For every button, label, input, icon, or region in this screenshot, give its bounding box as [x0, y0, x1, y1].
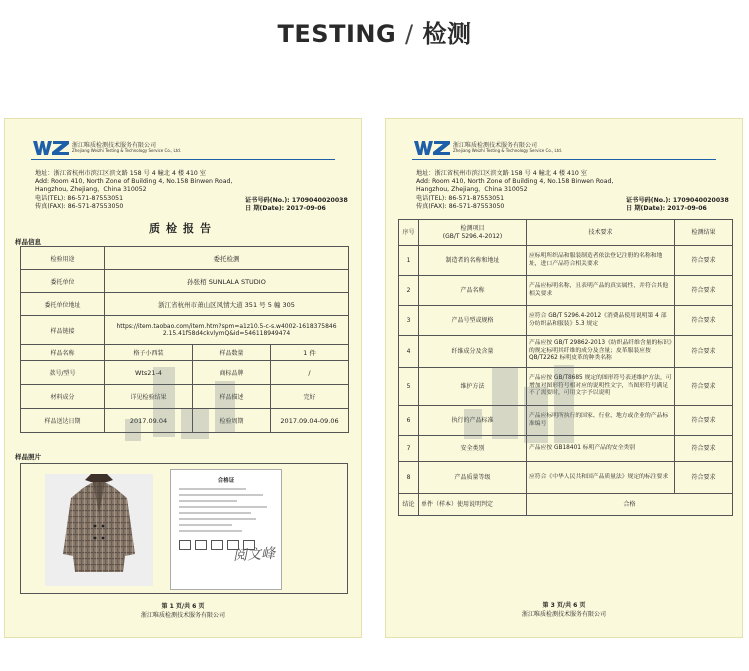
- logo-en-name: Zhejiang Weizhi Testing & Technology Service Co., Ltd.: [453, 148, 563, 154]
- header-item: [419, 220, 527, 246]
- client-label: 委托单位: [21, 270, 105, 293]
- link-value: [105, 316, 349, 345]
- row-result: 符合要求: [675, 306, 733, 336]
- jacket-photo: [45, 474, 153, 586]
- conclusion-row: [399, 494, 733, 516]
- link-line-1: https://item.taobao.com/item.htm?spm=a1z10.5-c-s.w4002-1618375846: [116, 323, 337, 330]
- table-row: [21, 270, 349, 293]
- logo-cn-name: 浙江唯质检测技术服务有限公司: [453, 141, 538, 149]
- row-requirement: 应符合《中华人民共和国产品质量法》规定的标注要求: [527, 462, 675, 494]
- header-result: 检测结果: [675, 220, 733, 246]
- footer-company: 浙江唯质检测技术服务有限公司: [521, 611, 606, 618]
- name-value: 格子小西装: [105, 345, 193, 361]
- purpose-label: 检验用途: [21, 247, 105, 270]
- qty-value: 1 件: [271, 345, 349, 361]
- cert-block: [626, 197, 729, 213]
- logo-cn-name: 浙江唯质检测技术服务有限公司: [72, 141, 157, 149]
- row-no: 1: [399, 246, 419, 276]
- row-no: 5: [399, 368, 419, 406]
- link-label: 样品链接: [21, 316, 105, 345]
- plaid-jacket-image: [45, 474, 153, 586]
- desc-label: 样品描述: [193, 385, 271, 409]
- hang-tag-text: [179, 488, 275, 536]
- report-title: 质检报告: [149, 222, 217, 235]
- section-sample-info: 样品信息: [15, 238, 41, 246]
- row-requirement: 产品应标明名称，且表明产品的真实属性，并符合其他相关要求: [527, 276, 675, 306]
- company-address: [35, 170, 232, 211]
- model-value: Wts21-4: [105, 361, 193, 385]
- row-no: 3: [399, 306, 419, 336]
- company-logo: [414, 141, 562, 155]
- qty-label: 样品数量: [193, 345, 271, 361]
- client-address-label: 委托单位地址: [21, 293, 105, 316]
- address-line-2: Add: Room 410, North Zone of Building 4, No.158 Binwen Road,: [35, 178, 233, 186]
- hang-tag-certificate: [170, 469, 282, 590]
- row-item: 产品质量等级: [419, 462, 527, 494]
- header-no: 序号: [399, 220, 419, 246]
- row-item: 产品号型或规格: [419, 306, 527, 336]
- footer-page-number: 第 3 页/共 6 页: [542, 602, 586, 609]
- page-footer: [5, 602, 361, 620]
- report-page-3: [385, 118, 743, 638]
- bleach-icon: [195, 540, 207, 550]
- table-header: [399, 220, 733, 246]
- brand-label: 商标品牌: [193, 361, 271, 385]
- report-page-1: [4, 118, 362, 638]
- row-result: 符合要求: [675, 276, 733, 306]
- table-row: [21, 247, 349, 270]
- watermark-block: [492, 367, 518, 439]
- footer-page-number: 第 1 页/共 6 页: [161, 603, 205, 610]
- row-no: 6: [399, 406, 419, 436]
- heading-cn: 检测: [422, 20, 472, 48]
- table-row: [21, 293, 349, 316]
- company-address: [416, 170, 613, 211]
- watermark-block: [181, 409, 209, 439]
- test-period-value: 2017.09.04-09.06: [271, 409, 349, 433]
- conclusion-label: 结论: [399, 494, 419, 516]
- name-label: 样品名称: [21, 345, 105, 361]
- page-footer: [386, 601, 742, 619]
- page-heading: [0, 14, 749, 49]
- tel: 电话(TEL): 86-571-87553051: [35, 194, 124, 202]
- cert-number: 证书号码(No.): 1709040020038: [626, 197, 729, 204]
- row-item: 产品名称: [419, 276, 527, 306]
- address-line-3: Hangzhou, Zhejiang，China 310052: [35, 186, 147, 194]
- cert-block: [245, 197, 348, 213]
- heading-latin: TESTING: [277, 20, 397, 48]
- row-item: 维护方法: [419, 368, 527, 406]
- address-line-1: 地址：浙江省杭州市滨江区滨文路 158 号 4 幢北 4 楼 410 室: [35, 170, 206, 177]
- material-value: 详见检验结果: [105, 385, 193, 409]
- brand-value: /: [271, 361, 349, 385]
- cert-number: 证书号码(No.): 1709040020038: [245, 197, 348, 204]
- section-sample-photo: 样品照片: [15, 453, 41, 461]
- company-logo: [33, 141, 181, 155]
- signature: 阅文峰: [232, 545, 276, 565]
- client-value: 孙张栢 SUNLALA STUDIO: [105, 270, 349, 293]
- table-row: [399, 462, 733, 494]
- table-row: [21, 345, 349, 361]
- table-row: [399, 276, 733, 306]
- report-date: 日 期(Date): 2017-09-06: [245, 205, 326, 213]
- header-item-label: 检测项目: [460, 224, 485, 232]
- material-label: 材料成分: [21, 385, 105, 409]
- watermark-block: [464, 409, 482, 439]
- link-line-2: 2.15.41f58d4ckvlymQ&id=546118949474: [162, 330, 291, 337]
- row-requirement: 应标明所织品和服装制造者依法登记注册的名称和地址，进口产品符合相关要求: [527, 246, 675, 276]
- model-label: 款号/型号: [21, 361, 105, 385]
- row-no: 4: [399, 336, 419, 368]
- wz-logo-icon: [33, 141, 69, 155]
- header-requirement: 技术要求: [527, 220, 675, 246]
- row-result: 符合要求: [675, 246, 733, 276]
- watermark-block: [524, 387, 548, 443]
- row-result: 符合要求: [675, 336, 733, 368]
- row-no: 7: [399, 436, 419, 462]
- table-row: [399, 306, 733, 336]
- purpose-value: 委托检测: [105, 247, 349, 270]
- row-no: 2: [399, 276, 419, 306]
- table-row: [399, 336, 733, 368]
- conclusion-result: 合格: [527, 494, 733, 516]
- header-rule: [412, 159, 716, 160]
- row-item: 安全类别: [419, 436, 527, 462]
- row-item: 执行的产品标准: [419, 406, 527, 436]
- heading-slash: /: [405, 20, 414, 48]
- address-line-1: 地址：浙江省杭州市滨江区滨文路 158 号 4 幢北 4 楼 410 室: [416, 170, 587, 177]
- sent-date-label: 样品送达日期: [21, 409, 105, 433]
- table-row: [21, 361, 349, 385]
- watermark-block: [125, 419, 141, 441]
- row-requirement: 应符合 GB/T 5296.4-2012《消费品使用说明第 4 部分纺织品和服装》5.3 规定: [527, 306, 675, 336]
- test-period-label: 检验周期: [193, 409, 271, 433]
- row-requirement: 产品应按 GB/T 29862-2013《纺织品纤维含量的标识》的规定标明其纤维的成分及含量；皮革服装应按 QB/T2262 标明皮革的种类名称: [527, 336, 675, 368]
- logo-en-name: Zhejiang Weizhi Testing & Technology Service Co., Ltd.: [72, 148, 182, 154]
- wash-icon: [179, 540, 191, 550]
- row-requirement: 产品应按 GB18401 标明产品的安全类别: [527, 436, 675, 462]
- watermark-block: [215, 381, 235, 433]
- row-no: 8: [399, 462, 419, 494]
- hang-tag-title: 合格证: [217, 478, 235, 484]
- header-rule: [31, 159, 335, 160]
- table-row: [399, 246, 733, 276]
- header-item-standard: (GB/T 5296.4-2012): [442, 232, 503, 240]
- row-requirement: 产品应标明所执行的国家、行业、地方或企业的产品标准编号: [527, 406, 675, 436]
- table-row: [21, 316, 349, 345]
- row-result: 符合要求: [675, 406, 733, 436]
- row-item: 制造者的名称和地址: [419, 246, 527, 276]
- footer-company: 浙江唯质检测技术服务有限公司: [140, 612, 225, 619]
- desc-value: 完好: [271, 385, 349, 409]
- tel: 电话(TEL): 86-571-87553051: [416, 194, 505, 202]
- client-address-value: 浙江省杭州市萧山区风情大道 351 号 5 幢 305: [105, 293, 349, 316]
- address-line-3: Hangzhou, Zhejiang，China 310052: [416, 186, 528, 194]
- row-result: 符合要求: [675, 436, 733, 462]
- wz-logo-icon: [414, 141, 450, 155]
- row-result: 符合要求: [675, 368, 733, 406]
- watermark-block: [554, 365, 574, 443]
- fax: 传真(FAX): 86-571-87553050: [416, 202, 505, 210]
- row-result: 符合要求: [675, 462, 733, 494]
- table-row: [21, 385, 349, 409]
- watermark-block: [153, 367, 175, 437]
- dry-icon: [211, 540, 223, 550]
- sent-date-value: 2017.09.04: [105, 409, 193, 433]
- address-line-2: Add: Room 410, North Zone of Building 4, No.158 Binwen Road,: [416, 178, 614, 186]
- row-item: 纤维成分及含量: [419, 336, 527, 368]
- report-date: 日 期(Date): 2017-09-06: [626, 205, 707, 213]
- row-requirement: 产品应按 GB/T8685 规定的图形符号表述维护方法，可增加对图形符号相对应的说明性文字，当图形符号满足不了需要时，可用文字予以说明: [527, 368, 675, 406]
- conclusion-text: 单件（样本）使用说明判定: [419, 494, 527, 516]
- fax: 传真(FAX): 86-571-87553050: [35, 202, 124, 210]
- sample-info-table: [20, 246, 349, 433]
